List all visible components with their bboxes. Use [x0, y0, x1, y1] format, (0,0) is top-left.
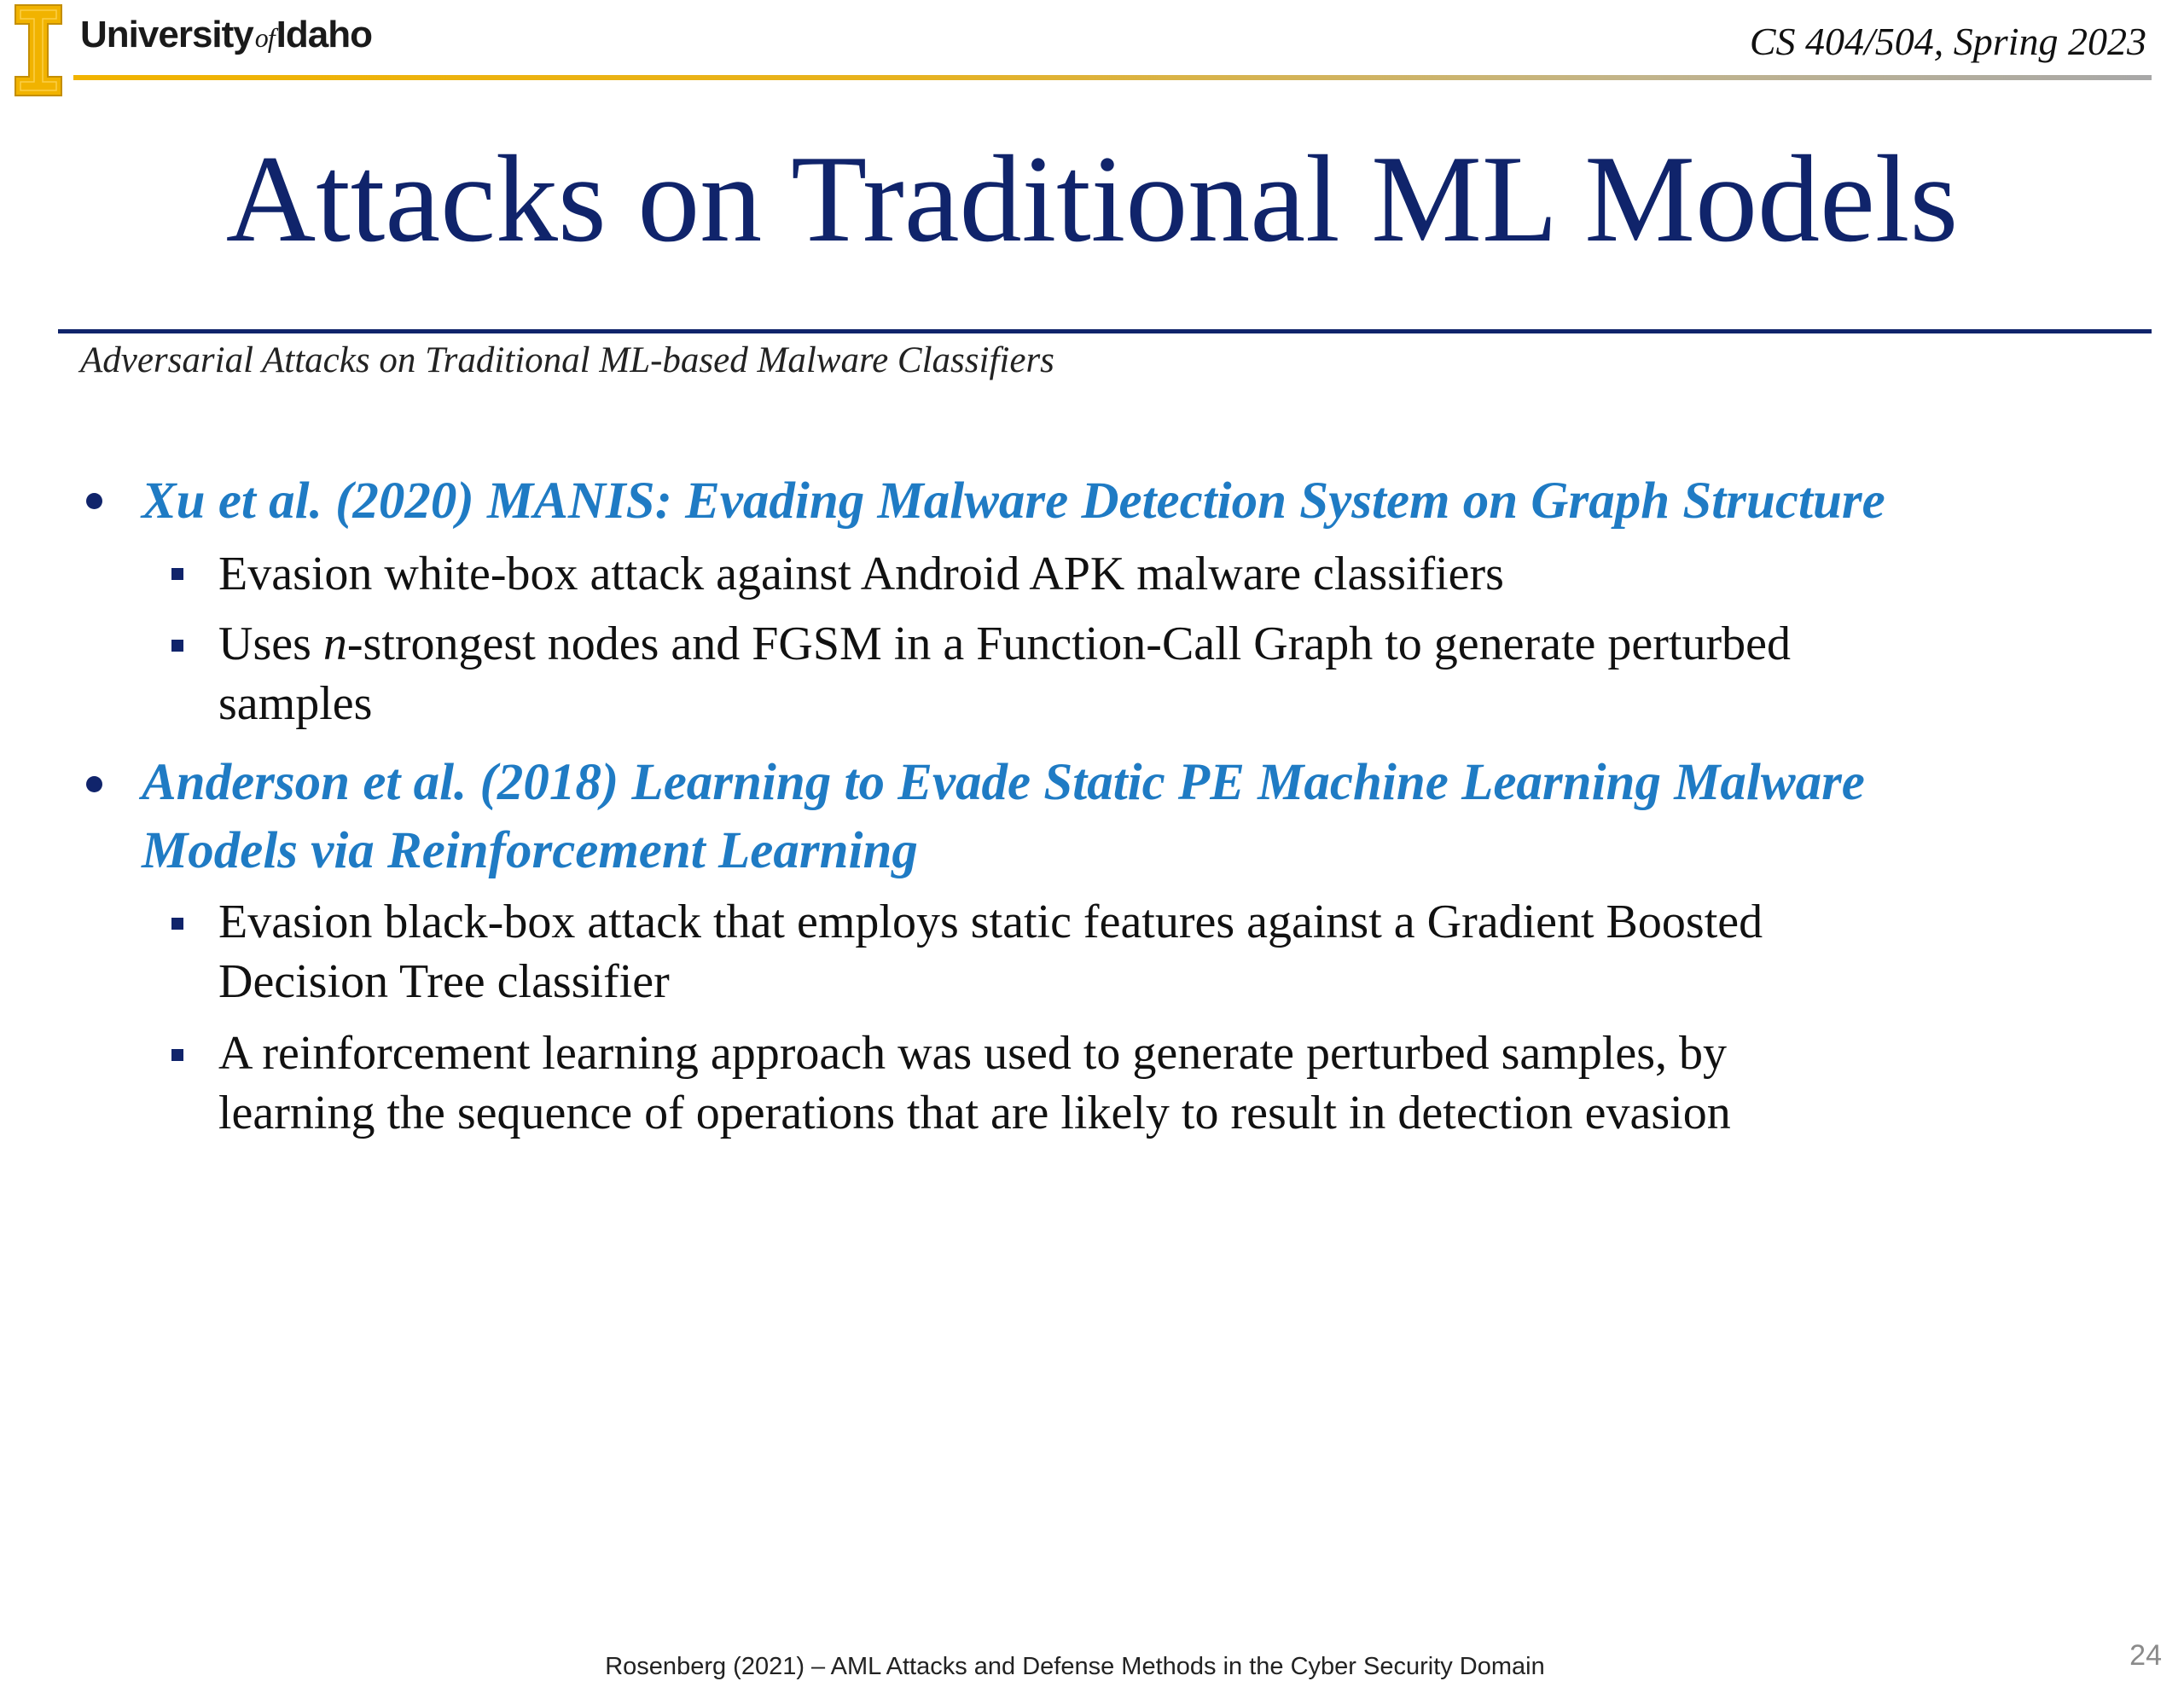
university-logo-icon: [14, 3, 63, 97]
slide-subtitle: Adversarial Attacks on Traditional ML-based Malware Classifiers: [80, 340, 1054, 380]
footer-credit: Rosenberg (2021) – AML Attacks and Defense Methods in the Cyber Security Domain: [605, 1653, 1545, 1680]
header-divider: [73, 75, 2152, 80]
page-number: 24: [2129, 1639, 2162, 1672]
bullet-square-icon: [171, 640, 183, 652]
course-label: CS 404/504, Spring 2023: [1749, 20, 2146, 63]
sub-bullet-n-strongest: Uses n-strongest nodes and FGSM in a Function-Call Graph to generate perturbed samples: [218, 617, 1791, 730]
university-wordmark: UniversityofIdaho: [80, 14, 372, 55]
bullet-dot-icon: [86, 493, 102, 509]
sub-bullet-white-box: [218, 544, 2095, 604]
sub-bullet-black-box: Evasion black-box attack that employs static features against a Gradient Boosted Decision Tree classifier: [218, 896, 1763, 1008]
title-divider: [58, 329, 2152, 333]
bullet-square-icon: [171, 1049, 183, 1061]
bullet-square-icon: [171, 918, 183, 930]
bullet-text: Xu et al. (2020) MANIS: Evading Malware Detection System on Graph Structure: [142, 472, 1885, 530]
slide-title: Attacks on Traditional ML Models: [225, 130, 1959, 268]
bullet-text: Anderson et al. (2018) Learning to Evade Static PE Machine Learning Malware: [142, 754, 1865, 811]
bullet-text: Models via Reinforcement Learning: [142, 822, 918, 879]
bullet-dot-icon: [86, 776, 102, 792]
bullet-xu-2020: [142, 467, 2129, 536]
sub-bullet-text: Evasion white-box attack against Android APK malware classifiers: [218, 548, 1504, 600]
sub-bullet-reinforcement: A reinforcement learning approach was used to generate perturbed samples, by learning the sequence of operations that are likely to result in detection evasion: [218, 1027, 1731, 1139]
bullet-anderson-2018: [142, 749, 2129, 885]
bullet-square-icon: [171, 568, 183, 580]
